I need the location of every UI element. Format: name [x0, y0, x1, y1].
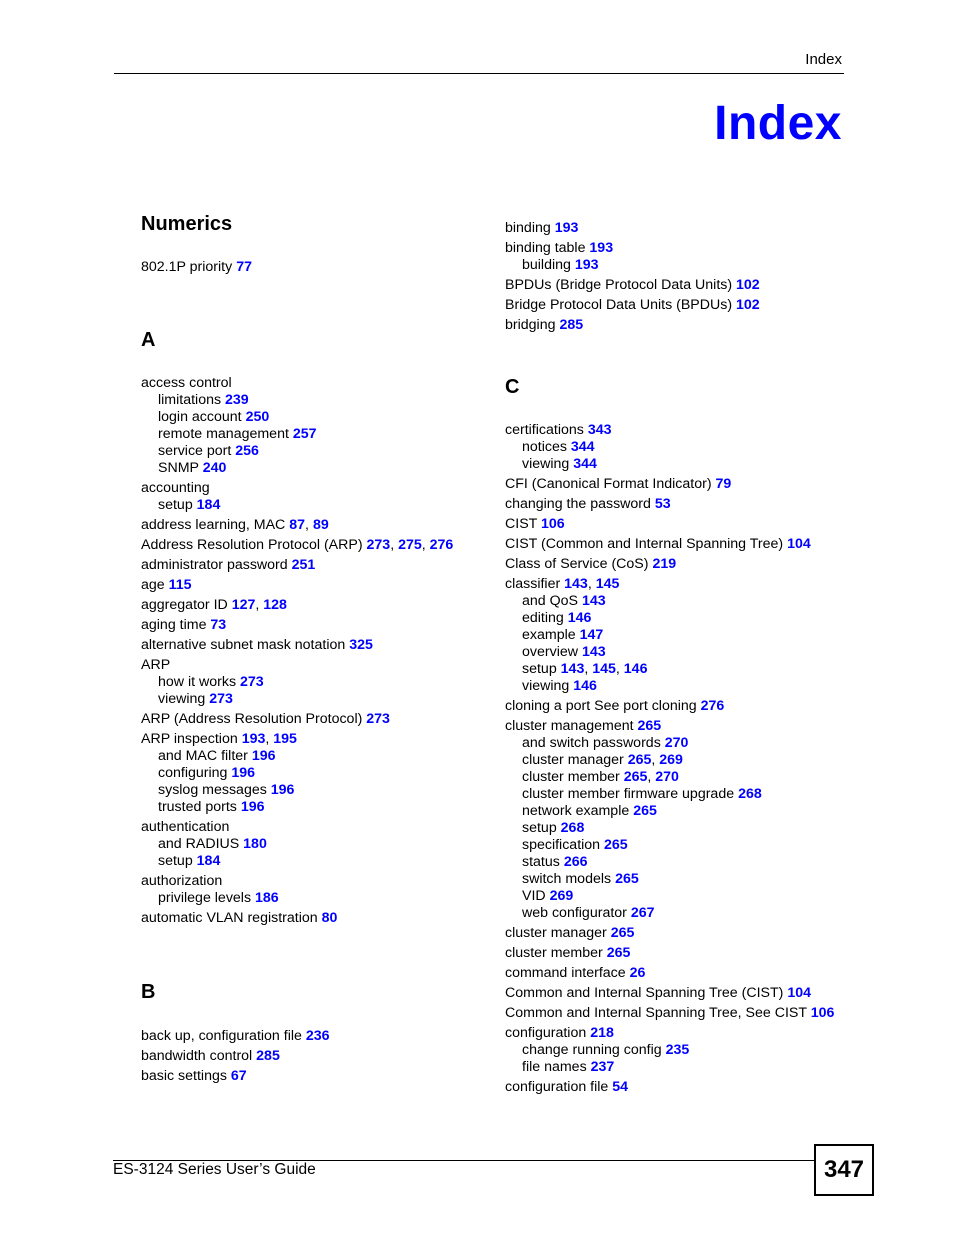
- index-term: age: [141, 577, 165, 593]
- page-reference-link[interactable]: 265: [615, 871, 639, 887]
- page-reference-link[interactable]: 269: [549, 888, 574, 904]
- page-reference-link[interactable]: 128: [263, 597, 287, 613]
- index-term: setup: [522, 661, 557, 677]
- page-reference-link[interactable]: 193: [574, 257, 599, 273]
- page-reference-link[interactable]: 193: [554, 220, 579, 236]
- running-header-title: Index: [805, 51, 842, 68]
- index-entry: [141, 614, 481, 634]
- index-entry: [141, 634, 481, 654]
- index-term: limitations: [158, 392, 222, 408]
- index-subentry: [505, 257, 845, 274]
- index-term: CIST: [505, 516, 538, 532]
- index-entry: [505, 695, 845, 715]
- page-reference-link[interactable]: 79: [715, 476, 732, 492]
- page-reference-link[interactable]: 26: [629, 965, 646, 981]
- index-term: back up, configuration file: [141, 1028, 302, 1044]
- page-title: Index: [714, 97, 842, 150]
- index-term: switch models: [522, 871, 612, 887]
- index-term: specification: [522, 837, 601, 853]
- index-subentry: [505, 905, 845, 922]
- index-entry: [141, 477, 481, 497]
- page-reference-link[interactable]: 102: [736, 297, 760, 313]
- page-reference-link[interactable]: 268: [560, 820, 585, 836]
- index-term: cluster manager: [522, 752, 624, 768]
- section-heading: C: [505, 376, 520, 398]
- index-entry: Address Resolution Protocol (ARP) 273, 275, 276: [141, 537, 454, 553]
- page-reference-link[interactable]: 147: [579, 627, 604, 643]
- index-subentry: [505, 1042, 845, 1059]
- index-term: bridging: [505, 317, 556, 333]
- page-reference-link[interactable]: 276: [700, 698, 725, 714]
- index-term: viewing: [158, 691, 206, 707]
- page-reference-link[interactable]: 265: [606, 945, 631, 961]
- index-subentry: [505, 610, 845, 627]
- index-entry: [505, 419, 845, 439]
- index-term: notices: [522, 439, 567, 455]
- index-subentry: [505, 735, 845, 752]
- page-reference-link[interactable]: 265: [604, 837, 628, 853]
- page-reference-link[interactable]: 146: [573, 678, 597, 694]
- header-rule: [114, 73, 844, 74]
- index-term: cluster member: [505, 945, 603, 961]
- page-reference-link[interactable]: 196: [251, 748, 276, 764]
- page-reference-link[interactable]: 146: [567, 610, 592, 626]
- page-reference-link[interactable]: 325: [349, 637, 373, 653]
- index-term: VID: [522, 888, 546, 904]
- index-term: remote management: [158, 426, 289, 442]
- index-entry: [141, 574, 481, 594]
- page-reference-link[interactable]: 235: [665, 1042, 690, 1058]
- index-term: access control: [141, 375, 232, 391]
- index-term: bandwidth control: [141, 1048, 253, 1064]
- index-term: cloning a port See port cloning: [505, 698, 697, 714]
- index-subentry: [141, 799, 481, 816]
- index-term: and RADIUS: [158, 836, 240, 852]
- index-term: how it works: [158, 674, 237, 690]
- index-subentry: [141, 426, 481, 443]
- index-subentry: [505, 854, 845, 871]
- page-reference-link[interactable]: 273: [240, 674, 264, 690]
- index-subentry: [141, 674, 481, 691]
- index-term: SNMP: [158, 460, 199, 476]
- index-term: 802.1P priority: [141, 259, 233, 275]
- page-reference-link[interactable]: 87: [289, 517, 306, 533]
- index-entry: address learning, MAC 87, 89: [141, 517, 329, 533]
- index-term: service port: [158, 443, 232, 459]
- page-reference-link[interactable]: 285: [559, 317, 584, 333]
- index-subentry: [505, 1059, 845, 1076]
- index-entry: [505, 553, 845, 573]
- index-term: cluster management: [505, 718, 634, 734]
- index-term: ARP (Address Resolution Protocol): [141, 711, 363, 727]
- index-entry: [505, 962, 845, 982]
- index-term: network example: [522, 803, 630, 819]
- index-term: web configurator: [522, 905, 627, 921]
- page-reference-link[interactable]: 344: [570, 439, 595, 455]
- page-reference-link[interactable]: 250: [245, 409, 270, 425]
- index-subentry: setup 143, 145, 146: [522, 661, 648, 677]
- page-reference-link[interactable]: 54: [612, 1079, 629, 1095]
- index-subentry: [141, 409, 481, 426]
- index-term: building: [522, 257, 571, 273]
- index-entry: [505, 982, 845, 1002]
- index-entry: [141, 816, 481, 836]
- index-term: BPDUs (Bridge Protocol Data Units): [505, 277, 733, 293]
- index-term: cluster member firmware upgrade: [522, 786, 735, 802]
- index-term: Class of Service (CoS): [505, 556, 649, 572]
- index-term: accounting: [141, 480, 210, 496]
- page-reference-link[interactable]: 195: [273, 731, 297, 747]
- page-reference-link[interactable]: 143: [564, 576, 588, 592]
- index-term: configuration: [505, 1025, 587, 1041]
- page-reference-link[interactable]: 89: [312, 517, 329, 533]
- index-subentry: [505, 871, 845, 888]
- index-column-right: [505, 200, 845, 1096]
- index-term: and MAC filter: [158, 748, 248, 764]
- page-reference-link[interactable]: 237: [590, 1059, 615, 1075]
- page-reference-link[interactable]: 196: [231, 765, 256, 781]
- index-entry: [505, 513, 845, 533]
- page-reference-link[interactable]: 270: [664, 735, 689, 751]
- page-reference-link[interactable]: 273: [209, 691, 233, 707]
- page-reference-link[interactable]: 240: [202, 460, 227, 476]
- page-reference-link[interactable]: 236: [305, 1028, 330, 1044]
- index-subentry: [141, 836, 481, 853]
- section-heading: Numerics: [141, 213, 233, 235]
- index-term: administrator password: [141, 557, 288, 573]
- index-entry: [505, 922, 845, 942]
- index-entry: [141, 654, 481, 674]
- index-term: address learning, MAC: [141, 517, 286, 533]
- page-reference-link[interactable]: 143: [581, 593, 606, 609]
- index-subentry: [505, 439, 845, 456]
- index-entry: [141, 907, 481, 927]
- index-term: overview: [522, 644, 578, 660]
- index-term: privilege levels: [158, 890, 252, 906]
- index-subentry: [141, 392, 481, 409]
- page-reference-link[interactable]: 239: [225, 392, 249, 408]
- page-reference-link[interactable]: 344: [573, 456, 597, 472]
- page-reference-link[interactable]: 265: [637, 718, 662, 734]
- index-entry: [505, 314, 845, 334]
- page-reference-link[interactable]: 196: [270, 782, 295, 798]
- page-reference-link[interactable]: 145: [592, 661, 616, 677]
- index-entry: [141, 708, 481, 728]
- index-subentry: [505, 644, 845, 661]
- index-term: cluster member: [522, 769, 620, 785]
- index-term: setup: [522, 820, 557, 836]
- page-reference-link[interactable]: 106: [810, 1005, 835, 1021]
- index-term: aggregator ID: [141, 597, 228, 613]
- page-reference-link[interactable]: 73: [210, 617, 227, 633]
- index-entry: [141, 372, 481, 392]
- index-subentry: [505, 593, 845, 610]
- index-entry: [505, 217, 845, 237]
- page-reference-link[interactable]: 285: [256, 1048, 280, 1064]
- page-reference-link[interactable]: 265: [633, 803, 657, 819]
- index-entry: classifier 143, 145: [505, 576, 620, 592]
- index-entry: [505, 274, 845, 294]
- index-subentry: cluster member 265, 270: [522, 769, 679, 785]
- index-subentry: [141, 765, 481, 782]
- index-subentry: [141, 782, 481, 799]
- index-term: and switch passwords: [522, 735, 661, 751]
- index-term: ARP inspection: [141, 731, 238, 747]
- index-subentry: [141, 748, 481, 765]
- index-subentry: [505, 456, 845, 473]
- index-subentry: [141, 497, 481, 514]
- index-entry: [141, 256, 481, 276]
- page-reference-link[interactable]: 193: [241, 731, 266, 747]
- index-entry: [141, 1025, 481, 1045]
- index-subentry: [141, 890, 481, 907]
- page-reference-link[interactable]: 77: [236, 259, 252, 275]
- page-reference-link[interactable]: 146: [623, 661, 648, 677]
- index-subentry: [505, 837, 845, 854]
- page-reference-link[interactable]: 266: [563, 854, 588, 870]
- index-term: CIST (Common and Internal Spanning Tree): [505, 536, 784, 552]
- index-term: trusted ports: [158, 799, 237, 815]
- index-subentry: [505, 786, 845, 803]
- index-subentry: [505, 678, 845, 695]
- index-entry: [505, 942, 845, 962]
- index-subentry: [141, 691, 481, 708]
- page-reference-link[interactable]: 186: [255, 890, 279, 906]
- index-entry: aggregator ID 127, 128: [141, 597, 287, 613]
- index-term: authentication: [141, 819, 230, 835]
- index-subentry: [505, 888, 845, 905]
- index-term: change running config: [522, 1042, 662, 1058]
- index-term: status: [522, 854, 560, 870]
- page-reference-link[interactable]: 251: [291, 557, 316, 573]
- index-term: binding: [505, 220, 551, 236]
- index-entry: [141, 554, 481, 574]
- page-reference-link[interactable]: 219: [652, 556, 677, 572]
- index-term: CFI (Canonical Format Indicator): [505, 476, 712, 492]
- page-reference-link[interactable]: 218: [590, 1025, 614, 1041]
- footer-guide-title: ES-3124 Series User’s Guide: [113, 1161, 316, 1178]
- page-reference-link[interactable]: 53: [654, 496, 671, 512]
- page-reference-link[interactable]: 275: [398, 537, 422, 553]
- index-entry: [505, 1076, 845, 1096]
- index-term: cluster manager: [505, 925, 607, 941]
- page-reference-link[interactable]: 67: [230, 1068, 247, 1084]
- index-subentry: [505, 820, 845, 837]
- index-subentry: cluster manager 265, 269: [522, 752, 683, 768]
- index-term: setup: [158, 853, 193, 869]
- index-term: Address Resolution Protocol (ARP): [141, 537, 363, 553]
- index-entry: ARP inspection 193, 195: [141, 731, 297, 747]
- index-term: setup: [158, 497, 193, 513]
- page-reference-link[interactable]: 276: [429, 537, 454, 553]
- index-entry: [505, 493, 845, 513]
- page-reference-link[interactable]: 267: [630, 905, 655, 921]
- index-term: file names: [522, 1059, 587, 1075]
- index-subentry: [505, 627, 845, 644]
- page-reference-link[interactable]: 80: [321, 910, 338, 926]
- page-reference-link[interactable]: 273: [366, 711, 390, 727]
- index-column-left: [141, 200, 481, 1085]
- page-reference-link[interactable]: 343: [587, 422, 612, 438]
- index-entry: [141, 870, 481, 890]
- index-entry: [141, 1065, 481, 1085]
- page-reference-link[interactable]: 180: [243, 836, 267, 852]
- index-subentry: [505, 803, 845, 820]
- index-entry: [505, 237, 845, 257]
- index-subentry: [141, 443, 481, 460]
- index-term: ARP: [141, 657, 171, 673]
- index-term: binding table: [505, 240, 586, 256]
- index-term: automatic VLAN registration: [141, 910, 318, 926]
- index-entry: [505, 473, 845, 493]
- page-reference-link[interactable]: 184: [196, 497, 221, 513]
- page-reference-link[interactable]: 104: [787, 536, 811, 552]
- index-term: aging time: [141, 617, 207, 633]
- index-entry: [505, 1022, 845, 1042]
- page-reference-link[interactable]: 270: [655, 769, 679, 785]
- index-term: example: [522, 627, 576, 643]
- index-term: configuring: [158, 765, 228, 781]
- page-reference-link[interactable]: 256: [235, 443, 259, 459]
- page-reference-link[interactable]: 269: [659, 752, 683, 768]
- page-reference-link[interactable]: 268: [738, 786, 762, 802]
- page-reference-link[interactable]: 115: [168, 577, 192, 593]
- index-term: alternative subnet mask notation: [141, 637, 346, 653]
- index-term: changing the password: [505, 496, 651, 512]
- index-term: authorization: [141, 873, 223, 889]
- page-reference-link[interactable]: 145: [595, 576, 620, 592]
- page-reference-link[interactable]: 106: [541, 516, 565, 532]
- index-term: command interface: [505, 965, 626, 981]
- index-term: viewing: [522, 456, 570, 472]
- page-reference-link[interactable]: 265: [627, 752, 652, 768]
- index-term: syslog messages: [158, 782, 267, 798]
- index-entry: [141, 1045, 481, 1065]
- page-reference-link[interactable]: 193: [589, 240, 614, 256]
- page-reference-link[interactable]: 265: [623, 769, 648, 785]
- page-number-box: 347: [814, 1144, 874, 1196]
- page-reference-link[interactable]: 102: [736, 277, 760, 293]
- index-term: basic settings: [141, 1068, 227, 1084]
- index-subentry: [141, 853, 481, 870]
- index-term: viewing: [522, 678, 570, 694]
- section-heading: A: [141, 329, 156, 351]
- index-term: editing: [522, 610, 564, 626]
- index-term: Common and Internal Spanning Tree, See CIST: [505, 1005, 807, 1021]
- index-entry: [505, 294, 845, 314]
- index-entry: [505, 1002, 845, 1022]
- index-term: certifications: [505, 422, 584, 438]
- index-term: Common and Internal Spanning Tree (CIST): [505, 985, 784, 1001]
- index-term: configuration file: [505, 1079, 609, 1095]
- page-reference-link[interactable]: 196: [240, 799, 265, 815]
- index-term: classifier: [505, 576, 561, 592]
- page-reference-link[interactable]: 143: [560, 661, 585, 677]
- index-term: login account: [158, 409, 242, 425]
- page-reference-link[interactable]: 104: [787, 985, 811, 1001]
- page-reference-link[interactable]: 265: [610, 925, 635, 941]
- page-reference-link[interactable]: 273: [366, 537, 391, 553]
- page-reference-link[interactable]: 143: [581, 644, 606, 660]
- index-subentry: [141, 460, 481, 477]
- index-term: and QoS: [522, 593, 579, 609]
- page-reference-link[interactable]: 184: [196, 853, 221, 869]
- section-heading: B: [141, 981, 156, 1003]
- index-entry: [505, 533, 845, 553]
- page-reference-link[interactable]: 257: [292, 426, 317, 442]
- page-reference-link[interactable]: 127: [231, 597, 256, 613]
- index-term: Bridge Protocol Data Units (BPDUs): [505, 297, 733, 313]
- index-entry: [505, 715, 845, 735]
